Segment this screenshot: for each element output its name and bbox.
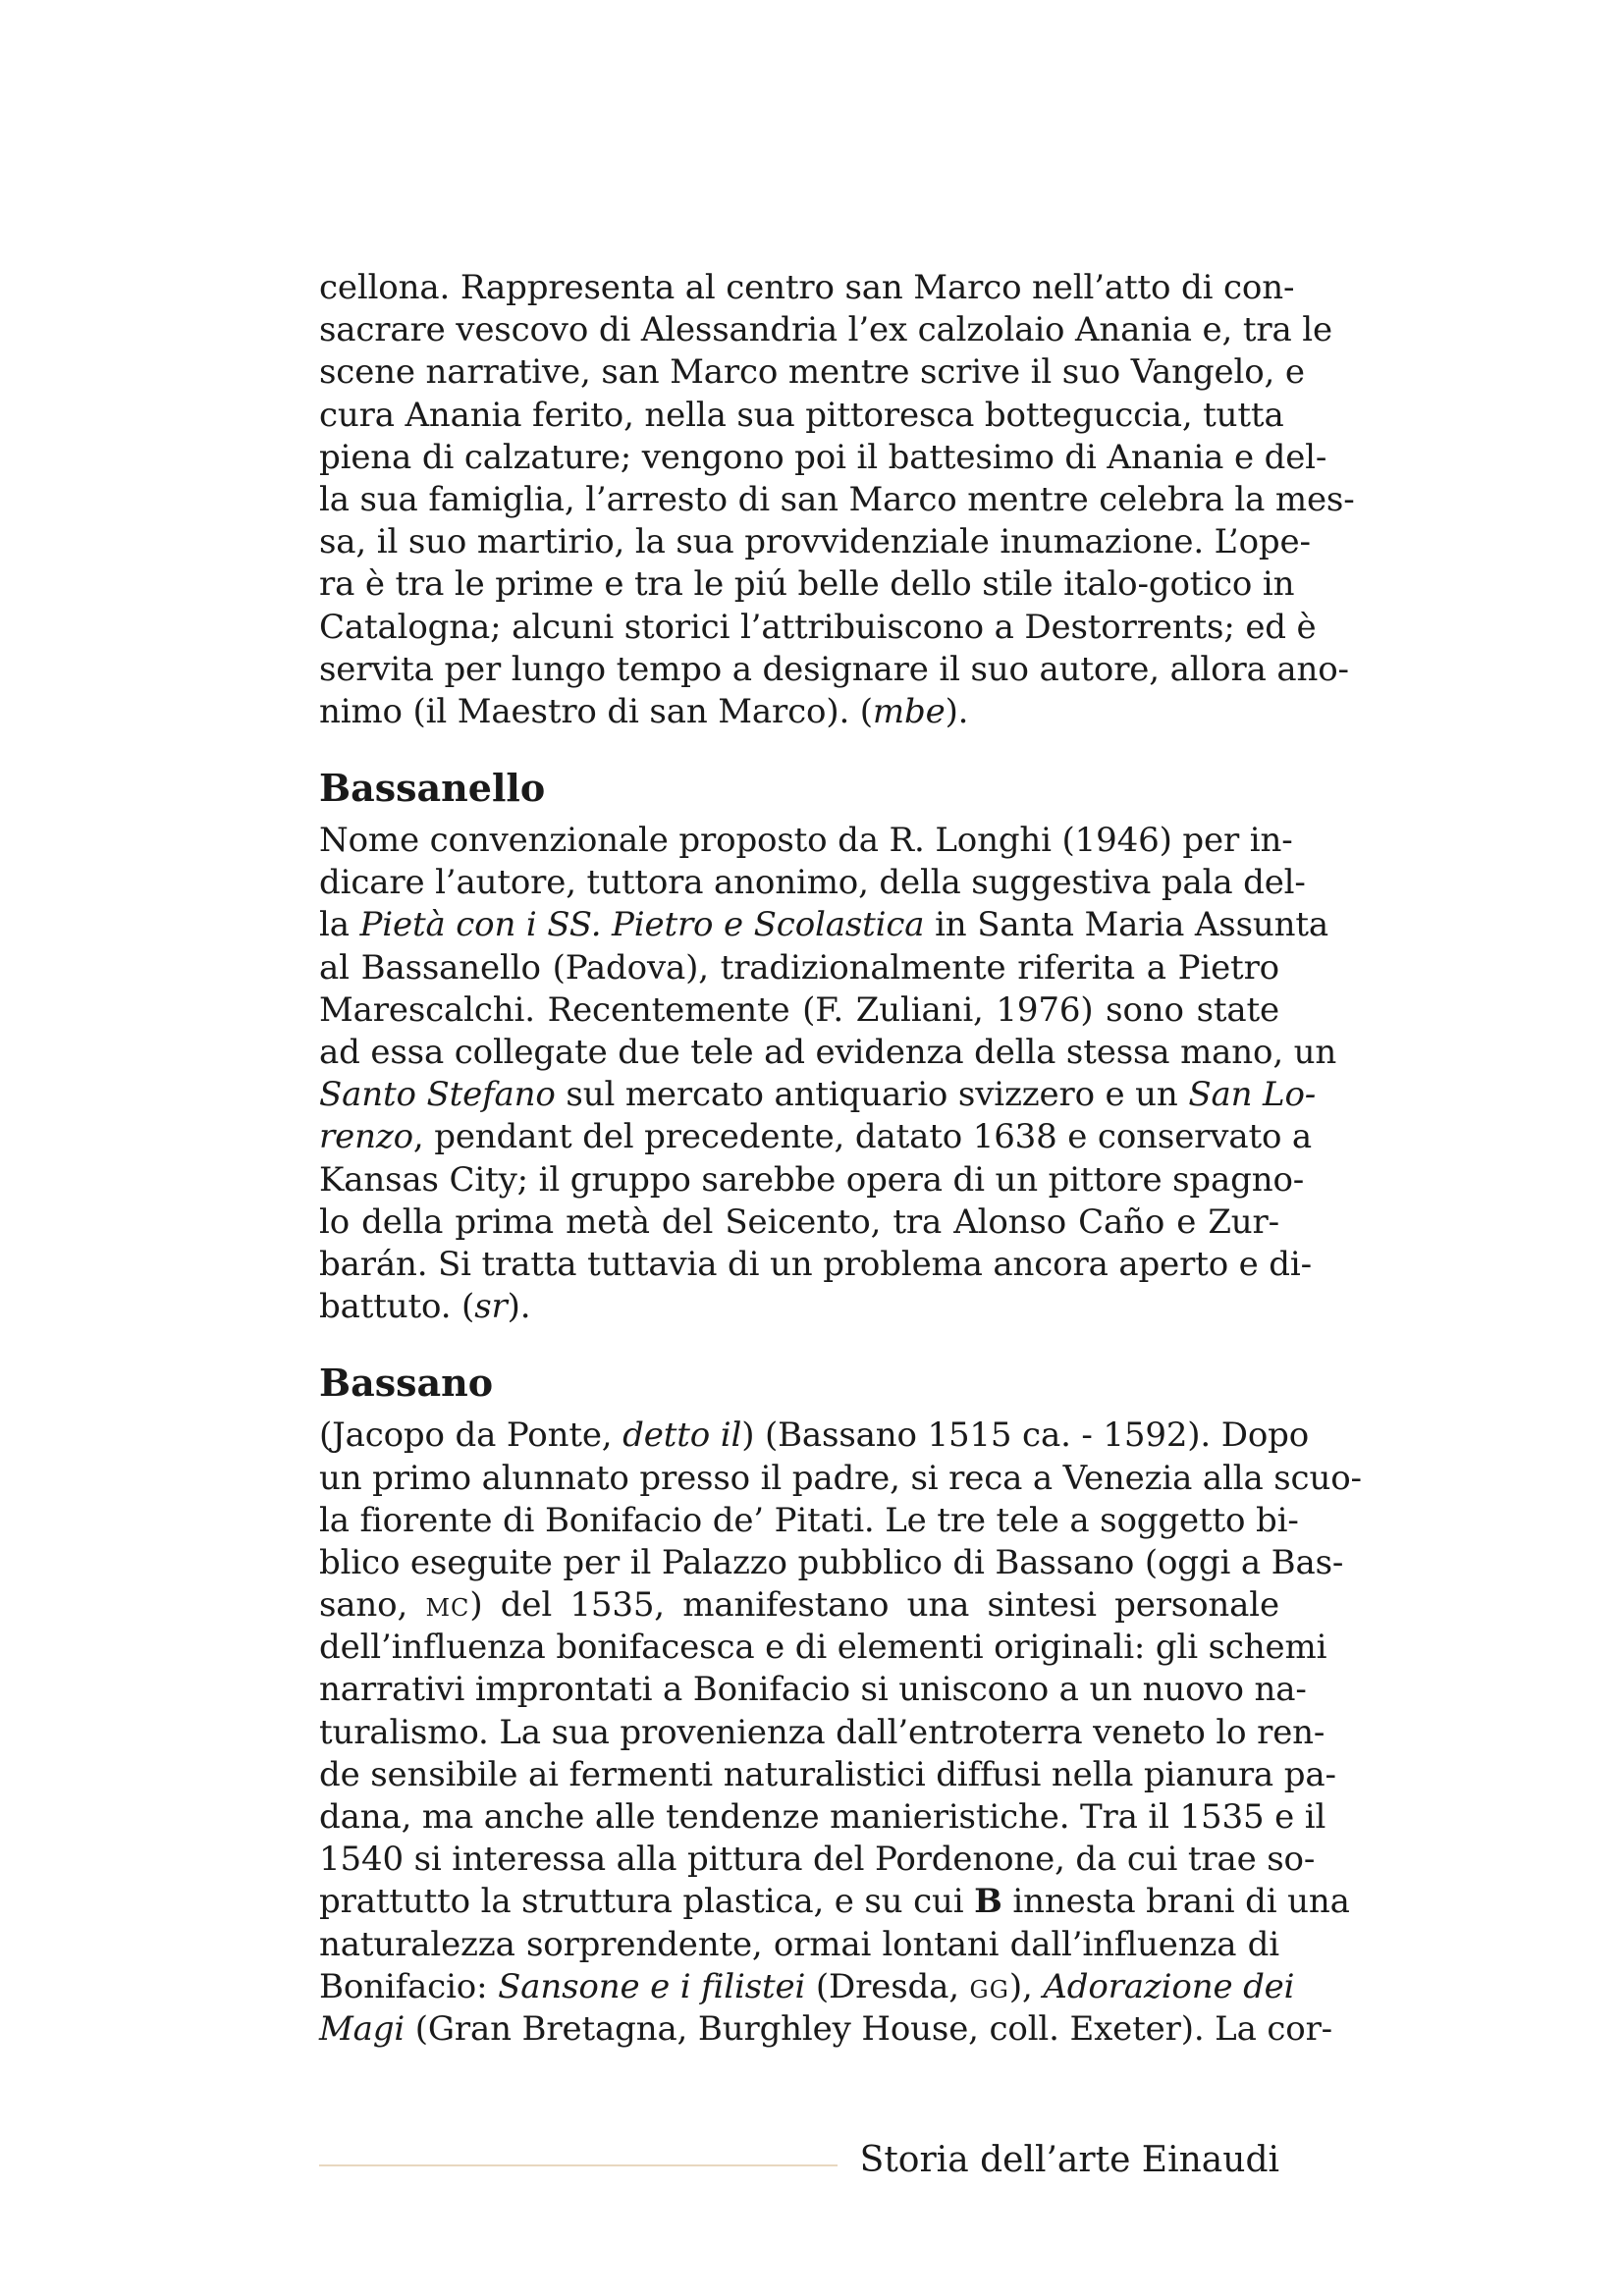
text-line: naturalezza sorprendente, ormai lontani dall’influenza di [319,1924,1279,1964]
text-line: dana, ma anche alle tendenze manieristiche. Tra il 1535 e il [319,1797,1326,1837]
author-initials: mbe [872,691,946,731]
text-line: sacrare vescovo di Alessandria l’ex calzolaio Anania e, tra le [319,310,1332,350]
page-body [319,267,1362,2051]
text-line: Catalogna; alcuni storici l’attribuiscono a Destorrents; ed è [319,607,1317,647]
text-line: Marescalchi. Recentemente (F. Zuliani, 1976) sono state [319,989,1279,1030]
text-line: narrativi improntati a Bonifacio si uniscono a un nuovo na- [319,1670,1307,1710]
text-line: Kansas City; il gruppo sarebbe opera di un pittore spagno- [319,1159,1305,1200]
text-line: dell’influenza bonifacesca e di elementi originali: gli schemi [319,1628,1327,1668]
entry-continuation [319,267,1355,733]
text-line: 1540 si interessa alla pittura del Pordenone, da cui trae so- [319,1840,1316,1880]
author-initials: sr [474,1287,508,1327]
entry-heading: Bassano [319,1361,494,1406]
footer-title: Storia dell’arte Einaudi [859,2140,1279,2180]
text-line: de sensibile ai fermenti naturalistici diffusi nella pianura pa- [319,1754,1336,1794]
entry-heading: Bassanello [319,766,546,811]
text-line: cura Anania ferito, nella sua pittoresca botteguccia, tutta [319,395,1284,435]
text-line: blico eseguite per il Palazzo pubblico di Bassano (oggi a Bas- [319,1542,1344,1582]
text-line: prattutto la struttura plastica, e su cui B innesta brani di una [319,1882,1350,1922]
text-line: la Pietà con i SS. Pietro e Scolastica in Santa Maria Assunta [319,905,1329,945]
text-line: un primo alunnato presso il padre, si reca a Venezia alla scuo- [319,1458,1362,1498]
footer-rule [319,2164,838,2166]
text-line: Nome convenzionale proposto da R. Longhi (1946) per in- [319,821,1293,861]
text-line: ad essa collegate due tele ad evidenza della stessa mano, un [319,1033,1337,1072]
text-line: turalismo. La sua provenienza dall’entroterra veneto lo ren- [319,1712,1325,1752]
text-line: la sua famiglia, l’arresto di san Marco mentre celebra la mes- [319,479,1355,519]
text-line: dicare l’autore, tuttora anonimo, della suggestiva pala del- [319,863,1306,903]
text-line: scene narrative, san Marco mentre scrive il suo Vangelo, e [319,352,1305,393]
text-line: (Jacopo da Ponte, detto il) (Bassano 1515 ca. - 1592). Dopo [319,1415,1310,1456]
text-line: renzo, pendant del precedente, datato 1638 e conservato a [319,1117,1313,1157]
entry-bassanello [319,766,1337,1328]
entry-bassano [319,1361,1362,2051]
text-line: lo della prima metà del Seicento, tra Alonso Caño e Zur- [319,1201,1279,1242]
text-line: sa, il suo martirio, la sua provvidenziale inumazione. L’ope- [319,522,1311,562]
text-line: ra è tra le prime e tra le piú belle dello stile italo-gotico in [319,564,1295,605]
text-line: sano, MC) del 1535, manifestano una sintesi personale [319,1585,1279,1626]
text-line: la fiorente di Bonifacio de’ Pitati. Le tre tele a soggetto bi- [319,1500,1299,1540]
text-line: piena di calzature; vengono poi il battesimo di Anania e del- [319,437,1327,477]
text-line: Bonifacio: Sansone e i filistei (Dresda, GG), Adorazione dei [319,1966,1295,2006]
text-line: Santo Stefano sul mercato antiquario svizzero e un San Lo- [319,1075,1317,1115]
text-line: battuto. (sr). [319,1287,531,1327]
text-line: barán. Si tratta tuttavia di un problema ancora aperto e di- [319,1244,1312,1284]
text-line: cellona. Rappresenta al centro san Marco nell’atto di con- [319,268,1295,307]
text-line: al Bassanello (Padova), tradizionalmente riferita a Pietro [319,947,1279,988]
text-line: servita per lungo tempo a designare il suo autore, allora ano- [319,649,1349,689]
text-line: Magi (Gran Bretagna, Burghley House, coll. Exeter). La cor- [319,2008,1333,2049]
text-line: nimo (il Maestro di san Marco). (mbe). [319,691,969,731]
